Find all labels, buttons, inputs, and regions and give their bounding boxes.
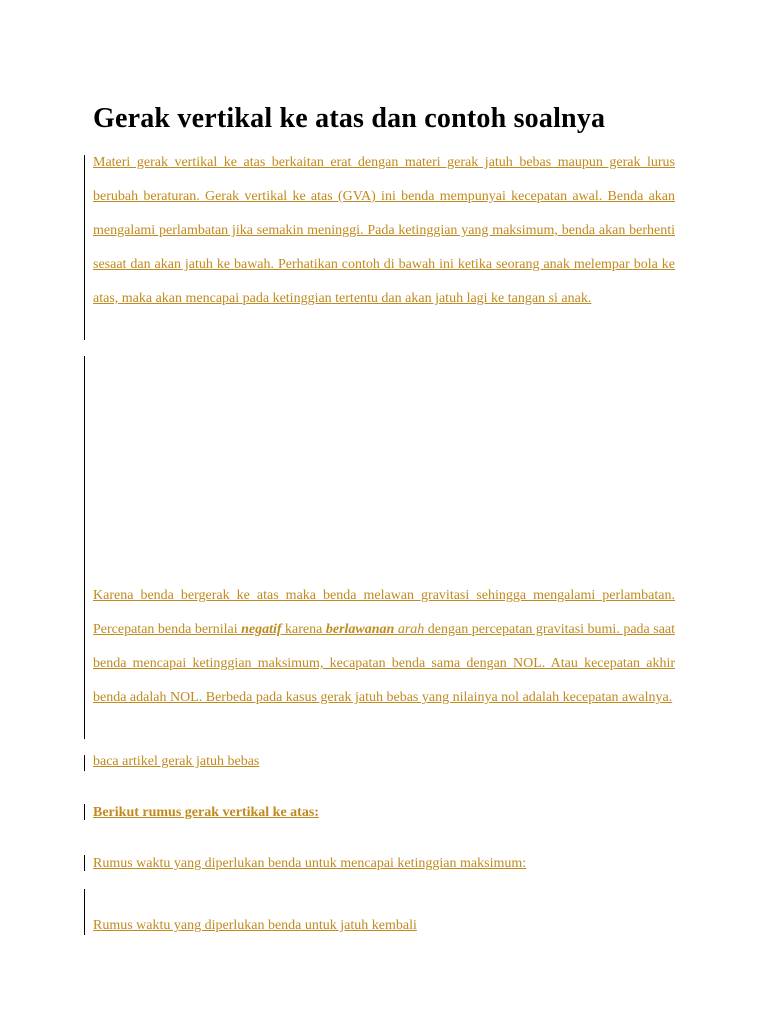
change-bar: [84, 155, 85, 340]
keyword-negatif: negatif: [241, 622, 282, 637]
keyword-berlawanan: berlawanan: [325, 622, 395, 637]
page-title: Gerak vertikal ke atas dan contoh soalnya: [93, 103, 606, 134]
explanation-text: dengan percepatan gravitasi bumi. pada saat benda mencapai ketinggian maksimum, kecapatan benda sama dengan NOL. Atau kecepatan akhir benda adalah NOL. Berbeda pada kasus gerak jatuh bebas yang nilainya nol adalah kecepatan awalnya.: [93, 622, 676, 705]
change-bar: [84, 755, 85, 771]
explanation-text: Karena benda bergerak ke atas maka benda melawan gravitasi sehingga mengalami perlambatan. Percepatan benda bernilai: [93, 588, 675, 637]
change-bar: [84, 855, 85, 871]
keyword-arah: arah: [397, 622, 425, 637]
article-link[interactable]: baca artikel gerak jatuh bebas: [93, 754, 260, 769]
change-bar: [84, 889, 85, 935]
formula-fall-back-link[interactable]: Rumus waktu yang diperlukan benda untuk jatuh kembali: [93, 918, 417, 933]
formula-heading[interactable]: Berikut rumus gerak vertikal ke atas:: [93, 805, 319, 820]
formula-max-height-link[interactable]: Rumus waktu yang diperlukan benda untuk mencapai ketinggian maksimum:: [93, 856, 527, 871]
intro-paragraph[interactable]: Materi gerak vertikal ke atas berkaitan erat dengan materi gerak jatuh bebas maupun gerak lurus berubah beraturan. Gerak vertikal ke atas (GVA) ini benda mempunyai kecepatan awal. Benda akan mengalami perlambatan jika semakin meninggi. Pada ketinggian yang maksimum, benda akan berhenti sesaat dan akan jatuh ke bawah. Perhatikan contoh di bawah ini ketika seorang anak melempar bola ke atas, maka akan mencapai pada ketinggian tertentu dan akan jatuh lagi ke tangan si anak.: [93, 155, 675, 306]
explanation-paragraph[interactable]: [93, 579, 675, 715]
change-bar: [84, 356, 85, 739]
change-bar: [84, 804, 85, 820]
explanation-text: karena: [281, 622, 326, 637]
